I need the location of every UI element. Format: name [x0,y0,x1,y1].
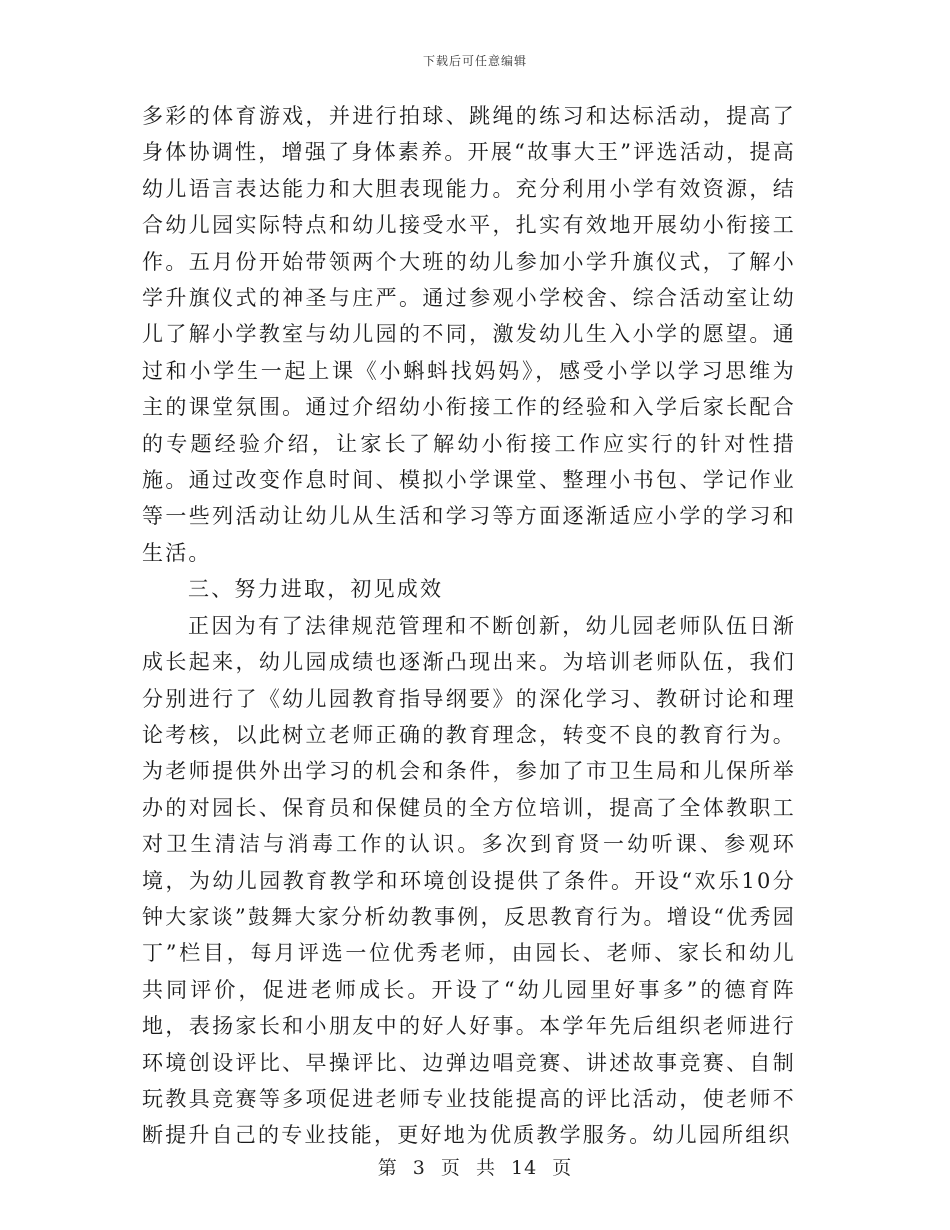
footer-label-page: 第 [377,1157,398,1179]
body-paragraph-continued: 多彩的体育游戏，并进行拍球、跳绳的练习和达标活动，提高了身体协调性，增强了身体素养。开展“故事大王”评选活动，提高幼儿语言表达能力和大胆表现能力。充分利用小学有效资源，结合幼儿园实际特点和幼儿接受水平，扎实有效地开展幼小衔接工作。五月份开始带领两个大班的幼儿参加小学升旗仪式，了解小学升旗仪式的神圣与庄严。通过参观小学校舍、综合活动室让幼儿了解小学教室与幼儿园的不同，激发幼儿生入小学的愿望。通过和小学生一起上课《小蝌蚪找妈妈》，感受小学以学习思维为主的课堂氛围。通过介绍幼小衔接工作的经验和入学后家长配合的专题经验介绍，让家长了解幼小衔接工作应实行的针对性措施。通过改变作息时间、模拟小学课堂、整理小书包、学记作业等一些列活动让幼儿从生活和学习等方面逐渐适应小学的学习和生活。 [142,104,796,565]
section-heading: 三、努力进取，初见成效 [188,577,444,602]
footer-label-page-unit: 页 [440,1157,461,1179]
page-header: 下载后可任意编辑 [422,54,527,68]
footer-label-total: 共 [475,1157,496,1179]
footer-total-pages: 14 [511,1157,538,1179]
page-footer [0,1153,950,1180]
body-paragraph: 正因为有了法律规范管理和不断创新，幼儿园老师队伍日渐成长起来，幼儿园成绩也逐渐凸现出来。为培训老师队伍，我们分别进行了《幼儿园教育指导纲要》的深化学习、教研讨论和理论考核，以此树立老师正确的教育理念，转变不良的教育行为。为老师提供外出学习的机会和条件，参加了市卫生局和儿保所举办的对园长、保育员和保健员的全方位培训，提高了全体教职工对卫生清洁与消毒工作的认识。多次到育贤一幼听课、参观环境，为幼儿园教育教学和环境创设提供了条件。开设“欢乐10分钟大家谈”鼓舞大家分析幼教事例，反思教育行为。增设“优秀园丁”栏目，每月评选一位优秀老师，由园长、老师、家长和幼儿共同评价，促进老师成长。开设了“幼儿园里好事多”的德育阵地，表扬家长和小朋友中的好人好事。本学年先后组织老师进行环境创设评比、早操评比、边弹边唱竞赛、讲述故事竞赛、自制玩教具竞赛等多项促进老师专业技能提高的评比活动，使老师不断提升自己的专业技能，更好地为优质教学服务。幼儿园所组织 [142,613,796,1148]
footer-current-page: 3 [412,1157,426,1179]
footer-label-total-unit: 页 [552,1157,573,1179]
document-body [142,98,796,1154]
